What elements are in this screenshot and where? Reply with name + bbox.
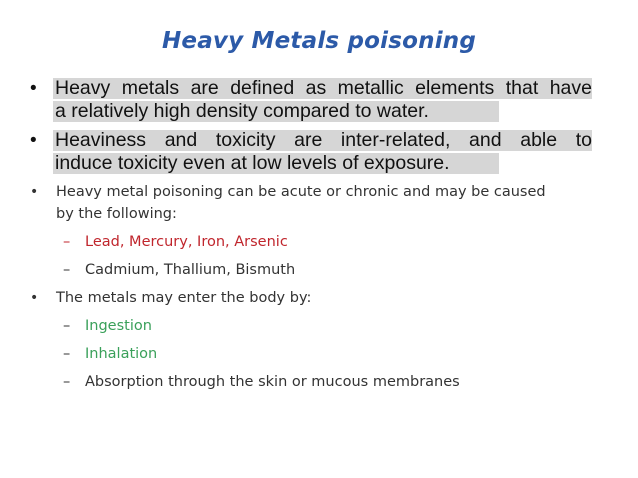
dash-icon: – [63,346,71,362]
highlighted-line [30,152,592,175]
bullet-item-entry [30,287,600,309]
bullet-icon: • [30,130,37,151]
highlighted-bullet-1 [30,77,592,123]
bullet-text-line: by the following: [56,206,177,222]
sub-item-ingestion [30,315,600,337]
sub-item-inhalation [30,343,600,365]
bullet-icon: • [30,290,39,306]
highlighted-line [30,77,592,100]
sub-item-absorption [30,371,600,393]
bullet-text-line: induce toxicity even at low levels of exposure. [55,152,450,174]
bullet-list [30,181,600,393]
dash-icon: – [63,262,71,278]
dash-icon: – [63,374,71,390]
dash-icon: – [63,234,71,250]
bullet-text-line: a relatively high density compared to water. [55,100,429,122]
bullet-item-poisoning [30,181,600,225]
highlighted-bullet-2 [30,129,592,175]
sub-item-text: Absorption through the skin or mucous membranes [85,374,460,390]
sub-item-text: Lead, Mercury, Iron, Arsenic [85,234,288,250]
bullet-icon: • [30,184,39,200]
sub-item-metals-group-2 [30,259,600,281]
bullet-text-line: Heavy metals are defined as metallic elements that have [55,77,592,99]
highlighted-line [30,129,592,152]
sub-item-text: Cadmium, Thallium, Bismuth [85,262,296,278]
bullet-icon: • [30,78,37,99]
sub-item-metals-group-1 [30,231,600,253]
highlighted-line [30,100,592,123]
slide-title: Heavy Metals poisoning [161,28,477,54]
bullet-text-line: Heaviness and toxicity are inter-related, and able to [55,129,592,151]
sub-item-text: Ingestion [85,318,152,334]
bullet-text-line: The metals may enter the body by: [56,290,312,306]
dash-icon: – [63,318,71,334]
sub-item-text: Inhalation [85,346,158,362]
bullet-text-line: Heavy metal poisoning can be acute or chronic and may be caused [56,184,546,200]
